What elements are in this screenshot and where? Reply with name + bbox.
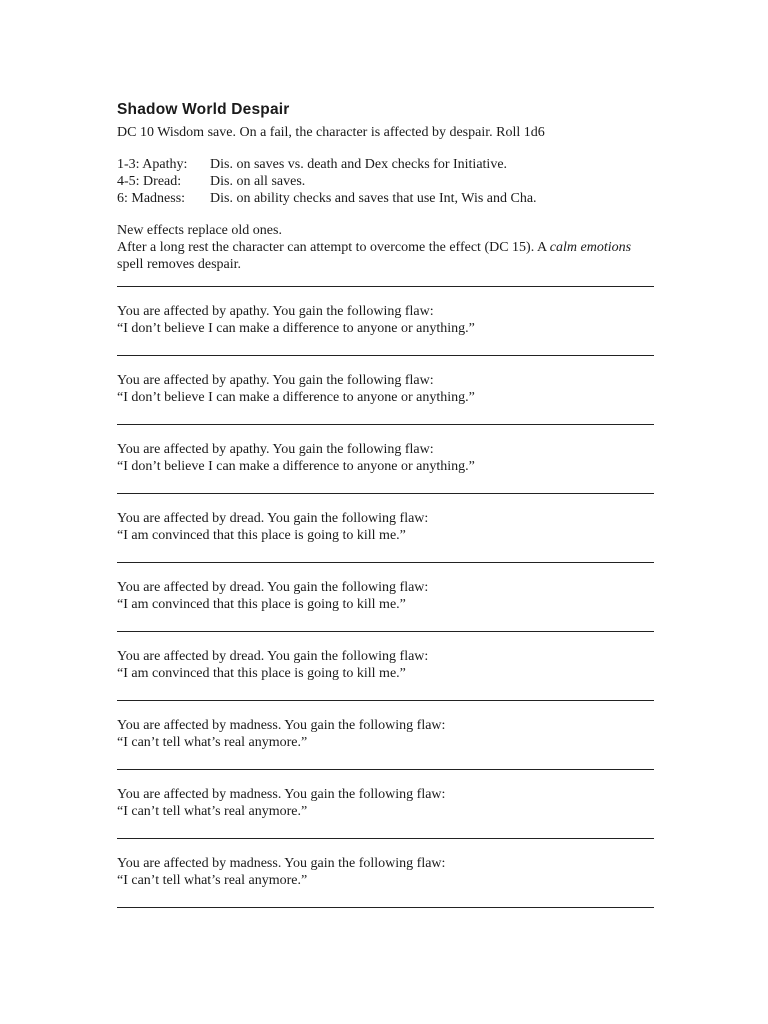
- document-page: [117, 100, 654, 908]
- table-row: [117, 173, 654, 190]
- flaw-effect: You are affected by dread. You gain the following flaw:: [117, 649, 429, 664]
- table-key: 4-5: Dread:: [117, 174, 182, 189]
- flaw-effect: You are affected by apathy. You gain the following flaw:: [117, 304, 434, 319]
- flaw-card: [117, 632, 654, 700]
- flaw-card: [117, 563, 654, 631]
- flaw-card: [117, 839, 654, 907]
- notes: [117, 222, 654, 273]
- table-row: [117, 190, 654, 207]
- flaw-quote: “I don’t believe I can make a difference to anyone or anything.”: [117, 459, 475, 474]
- flaw-effect: You are affected by madness. You gain the following flaw:: [117, 856, 446, 871]
- flaw-quote: “I don’t believe I can make a difference to anyone or anything.”: [117, 390, 475, 405]
- note-text: spell removes despair.: [117, 257, 242, 272]
- flaw-quote: “I don’t believe I can make a difference to anyone or anything.”: [117, 321, 475, 336]
- note-text: After a long rest the character can attempt to overcome the effect (DC 15). A: [117, 240, 550, 255]
- flaw-card: [117, 287, 654, 355]
- flaw-effect: You are affected by dread. You gain the following flaw:: [117, 511, 429, 526]
- flaw-card: [117, 356, 654, 424]
- flaw-effect: You are affected by madness. You gain the following flaw:: [117, 787, 446, 802]
- page-title: Shadow World Despair: [117, 101, 290, 118]
- flaw-card: [117, 770, 654, 838]
- note-line: New effects replace old ones.: [117, 223, 282, 238]
- flaw-quote: “I am convinced that this place is going to kill me.”: [117, 528, 406, 543]
- flaw-quote: “I am convinced that this place is going to kill me.”: [117, 597, 406, 612]
- flaw-quote: “I can’t tell what’s real anymore.”: [117, 804, 308, 819]
- flaw-quote: “I can’t tell what’s real anymore.”: [117, 735, 308, 750]
- flaw-effect: You are affected by dread. You gain the following flaw:: [117, 580, 429, 595]
- flaw-effect: You are affected by apathy. You gain the following flaw:: [117, 373, 434, 388]
- flaw-quote: “I can’t tell what’s real anymore.”: [117, 873, 308, 888]
- despair-table: [117, 156, 654, 207]
- table-key: 1-3: Apathy:: [117, 157, 188, 172]
- table-row: [117, 156, 654, 173]
- flaw-card: [117, 701, 654, 769]
- flaw-quote: “I am convinced that this place is going to kill me.”: [117, 666, 406, 681]
- table-key: 6: Madness:: [117, 191, 186, 206]
- table-value: Dis. on ability checks and saves that use Int, Wis and Cha.: [210, 191, 537, 206]
- flaw-cards: [117, 287, 654, 908]
- note-line: [117, 239, 654, 273]
- flaw-card: [117, 494, 654, 562]
- divider: [117, 907, 654, 908]
- intro-text: DC 10 Wisdom save. On a fail, the character is affected by despair. Roll 1d6: [117, 125, 545, 140]
- flaw-effect: You are affected by apathy. You gain the following flaw:: [117, 442, 434, 457]
- table-value: Dis. on saves vs. death and Dex checks for Initiative.: [210, 157, 508, 172]
- flaw-card: [117, 425, 654, 493]
- flaw-effect: You are affected by madness. You gain the following flaw:: [117, 718, 446, 733]
- table-value: Dis. on all saves.: [210, 174, 306, 189]
- spell-name: calm emotions: [549, 240, 632, 255]
